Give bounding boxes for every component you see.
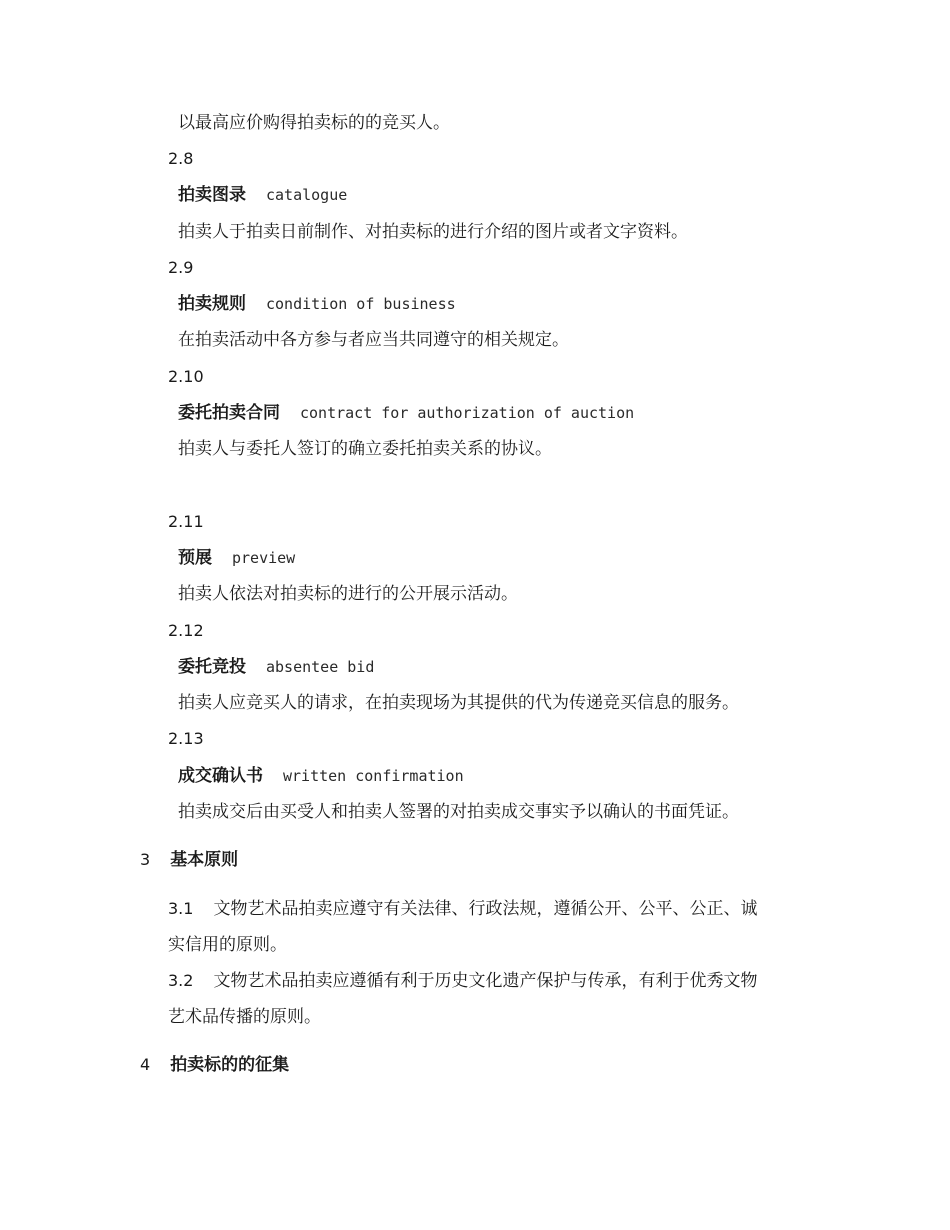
term-number: 2.10	[168, 367, 204, 386]
definition-text: 拍卖成交后由买受人和拍卖人签署的对拍卖成交事实予以确认的书面凭证。	[178, 802, 739, 822]
term-heading	[178, 402, 634, 424]
term-en: preview	[232, 549, 296, 567]
term-zh: 委托竞投	[178, 657, 246, 677]
clause-number: 3.2	[168, 971, 194, 990]
clause-text: 文物艺术品拍卖应遵守有关法律、行政法规，遵循公开、公平、公正、诚	[213, 899, 758, 919]
definition-text: 拍卖人与委托人签订的确立委托拍卖关系的协议。	[178, 439, 552, 459]
clause-number: 3.1	[168, 899, 194, 918]
term-number: 2.12	[168, 621, 204, 640]
term-number: 2.13	[168, 729, 204, 748]
term-number: 2.9	[168, 258, 194, 277]
definition-text: 以最高应价购得拍卖标的的竞买人。	[178, 113, 450, 133]
term-heading	[178, 656, 374, 678]
clause-3-2	[168, 970, 757, 992]
term-number: 2.11	[168, 512, 204, 531]
term-zh: 拍卖图录	[178, 185, 246, 205]
clause-text-continued: 艺术品传播的原则。	[168, 1007, 321, 1027]
section-title: 基本原则	[170, 850, 239, 870]
term-zh: 拍卖规则	[178, 294, 246, 314]
term-en: written confirmation	[283, 767, 464, 785]
term-zh: 预展	[178, 548, 212, 568]
term-en: condition of business	[266, 295, 456, 313]
term-zh: 成交确认书	[178, 766, 263, 786]
term-heading	[178, 765, 464, 787]
term-heading	[178, 547, 295, 569]
term-number: 2.8	[168, 149, 194, 168]
term-en: contract for authorization of auction	[300, 404, 635, 422]
clause-text-continued: 实信用的原则。	[168, 935, 287, 955]
section-title: 拍卖标的的征集	[170, 1055, 290, 1075]
section-number: 4	[140, 1055, 151, 1074]
term-en: catalogue	[266, 186, 348, 204]
term-zh: 委托拍卖合同	[178, 403, 280, 423]
clause-text: 文物艺术品拍卖应遵循有利于历史文化遗产保护与传承，有利于优秀文物	[213, 971, 758, 991]
section-heading	[140, 849, 238, 871]
section-heading	[140, 1054, 289, 1076]
term-en: absentee bid	[266, 658, 375, 676]
definition-text: 拍卖人依法对拍卖标的进行的公开展示活动。	[178, 584, 518, 604]
clause-3-1	[168, 898, 757, 920]
section-number: 3	[140, 850, 151, 869]
term-heading	[178, 293, 456, 315]
term-heading	[178, 184, 347, 206]
definition-text: 在拍卖活动中各方参与者应当共同遵守的相关规定。	[178, 330, 569, 350]
definition-text: 拍卖人应竞买人的请求，在拍卖现场为其提供的代为传递竞买信息的服务。	[178, 693, 739, 713]
definition-text: 拍卖人于拍卖日前制作、对拍卖标的进行介绍的图片或者文字资料。	[178, 222, 688, 242]
